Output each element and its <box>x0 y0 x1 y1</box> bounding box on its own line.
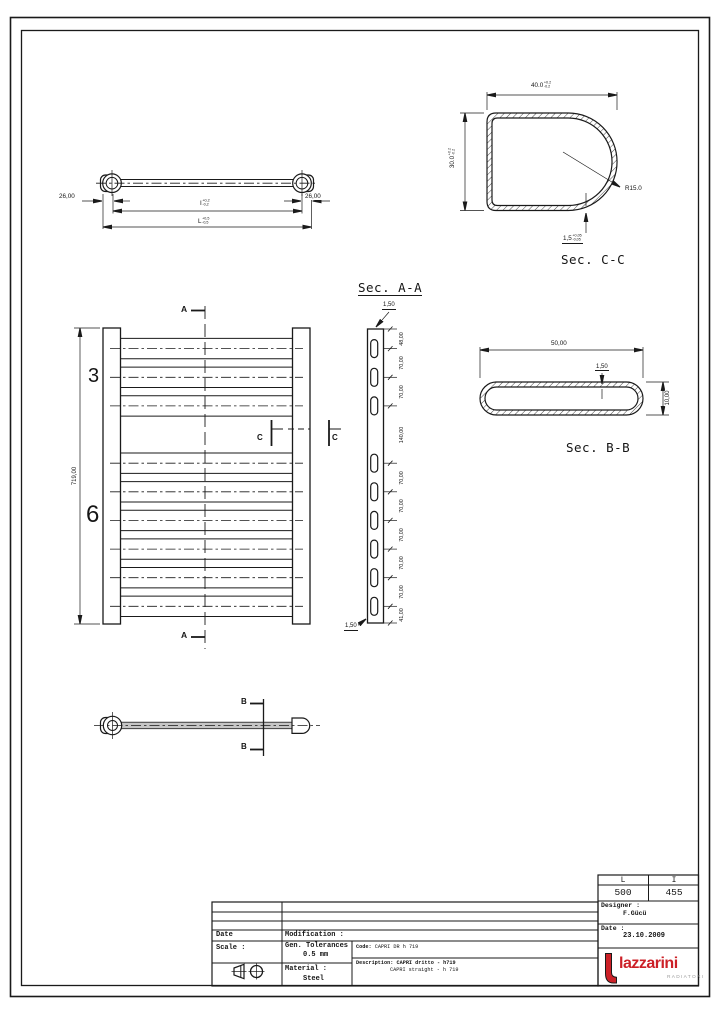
titleblock-material-value: Steel <box>303 974 325 983</box>
front-view <box>71 306 341 649</box>
dim-seccc-radius: R15.0 <box>625 184 642 192</box>
dim-secaa-wall-bottom: 1,50 <box>345 623 357 629</box>
titleblock-modification-label: Modification : <box>285 931 344 939</box>
dim-secaa-seg: 70,00 <box>398 585 405 599</box>
sec-bb-title: Sec. B-B <box>566 440 631 455</box>
dim-secaa-seg: 70,00 <box>398 556 405 571</box>
dim-secaa-seg: 48,00 <box>398 332 405 346</box>
dim-tube-end-left: 26,00 <box>59 193 75 200</box>
sec-cc-profile <box>460 92 620 233</box>
dim-seccc-height: 30.0 +0.2 -0.2 <box>447 147 456 169</box>
description-label: Description: <box>356 960 394 966</box>
dim-secaa-seg: 70,00 <box>398 356 405 370</box>
titleblock-date2-label: Date : <box>601 925 625 932</box>
titleblock-designer-value: F.Gücü <box>623 909 647 917</box>
titleblock-material-label: Material : <box>285 965 328 973</box>
projection-symbol-icon <box>232 964 265 980</box>
dim-secaa-seg: 70,00 <box>398 528 405 542</box>
dim-secaa-seg: 41,00 <box>398 607 405 622</box>
titleblock-date-label: Date <box>216 931 233 939</box>
dim-secbb-width: 50,00 <box>551 340 567 347</box>
titleblock-scale-label: Scale : <box>216 944 246 952</box>
cut-label-a-top: A <box>181 304 188 314</box>
titleblock-designer-label: Designer : <box>601 902 641 909</box>
dim-secaa-seg: 70,00 <box>398 470 405 485</box>
cut-label-a-bottom: A <box>181 630 188 640</box>
dim-secaa-seg: 140,00 <box>398 426 405 443</box>
titleblock-description-line1 <box>356 961 456 966</box>
titleblock-tolerances-value: 0.5 mm <box>303 951 329 959</box>
dim-seccc-thickness: 1,5 +0,05 -0,05 <box>562 235 583 244</box>
dim-secbb-height: 10,00 <box>664 390 671 406</box>
dim-secaa-wall-top: 1,50 <box>383 302 395 308</box>
titleblock-date-value: 23.10.2009 <box>623 931 666 940</box>
lazzarini-logo-icon <box>606 954 617 984</box>
tube-group-count-bottom: 6 <box>86 501 100 528</box>
dim-secbb-thickness: 1,50 <box>596 363 608 370</box>
tube-group-count-top: 3 <box>88 365 100 387</box>
sec-aa-title: Sec. A-A <box>358 280 423 295</box>
cut-label-c-right: C <box>332 433 338 442</box>
cut-label-c-left: C <box>257 433 263 442</box>
titleblock-col-l-header: L <box>620 875 626 885</box>
titleblock-code <box>356 945 418 950</box>
sec-bb-profile <box>480 347 669 415</box>
titleblock-tolerances-label: Gen. Tolerances <box>285 941 349 950</box>
bottom-view <box>94 696 320 756</box>
dim-secaa-seg: 70,00 <box>398 384 405 399</box>
dim-tube-overall-length: L +0,5 -0,5 <box>198 216 210 225</box>
cut-label-b-top: B <box>241 696 247 706</box>
dim-overall-height: 719,00 <box>71 466 78 486</box>
code-label: Code: <box>356 943 372 950</box>
description-value1: CAPRI dritto - h719 <box>396 960 456 966</box>
titleblock-col-i-header: I <box>671 875 677 885</box>
sec-aa-profile <box>357 312 397 626</box>
dim-secaa-seg: 70,00 <box>398 499 405 513</box>
dim-seccc-width: 40.0 +0.2 -0.2 <box>531 80 552 89</box>
titleblock-col-i-value: 455 <box>665 887 683 898</box>
lazzarini-logo-subtitle: RADIATORI <box>667 975 705 980</box>
titleblock-col-l-value: 500 <box>614 887 632 898</box>
sec-cc-title: Sec. C-C <box>561 252 626 267</box>
cut-label-b-bottom: B <box>241 742 247 751</box>
titleblock-description-line2: CAPRI straight - h 719 <box>390 966 459 973</box>
code-value: CAPRI DR h 719 <box>374 943 419 950</box>
lazzarini-logo-text: lazzarini <box>619 955 678 972</box>
dim-tube-end-right: 26,00 <box>305 192 321 200</box>
dim-tube-inner-length: I +0,2 -0,2 <box>200 198 210 207</box>
